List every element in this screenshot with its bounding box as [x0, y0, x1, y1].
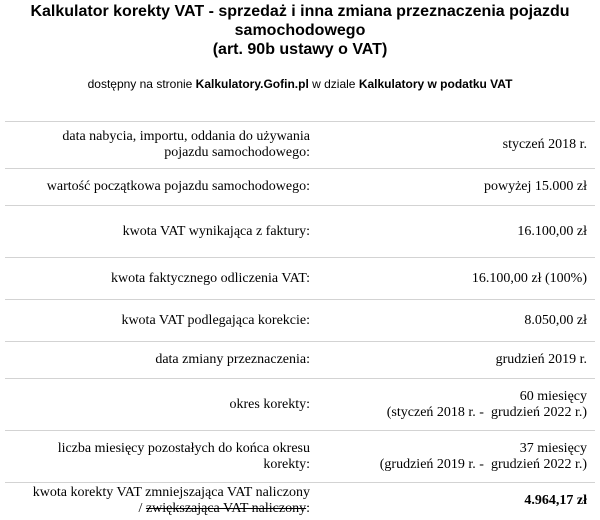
- table-row-actual-deduction: [5, 258, 595, 300]
- title-line-1: Kalkulator korekty VAT - sprzedaż i inna zmiana przeznaczenia pojazdu: [30, 3, 570, 20]
- row-value: grudzień 2019 r.: [317, 342, 595, 379]
- results-table: [5, 121, 595, 520]
- row-value: 16.100,00 zł (100%): [317, 258, 595, 300]
- table-row-remaining-months: [5, 431, 595, 483]
- label-line: korekty:: [263, 456, 310, 472]
- availability-middle: w dziale: [308, 77, 359, 91]
- row-value: 16.100,00 zł: [317, 206, 595, 258]
- row-label: [5, 431, 317, 483]
- label-prefix: /: [138, 501, 146, 517]
- label-line: liczba miesięcy pozostałych do końca okresu: [57, 440, 310, 456]
- row-label: kwota VAT podlegająca korekcie:: [5, 300, 317, 342]
- calculator-title: [18, 0, 582, 59]
- section-name: Kalkulatory w podatku VAT: [358, 77, 513, 91]
- table-row-invoice-vat: [5, 206, 595, 258]
- table-row-initial-value: [5, 169, 595, 206]
- table-row-change-date: [5, 342, 595, 379]
- row-label: kwota VAT wynikająca z faktury:: [5, 206, 317, 258]
- availability-prefix: dostępny na stronie: [87, 77, 196, 91]
- label-line: pojazdu samochodowego:: [164, 145, 310, 160]
- row-value: [317, 379, 595, 431]
- row-label: okres korekty:: [5, 379, 317, 431]
- row-value: styczeń 2018 r.: [317, 122, 595, 169]
- row-label: data zmiany przeznaczenia:: [5, 342, 317, 379]
- table-row-vat-subject-to-correction: [5, 300, 595, 342]
- row-value: 8.050,00 zł: [317, 300, 595, 342]
- label-suffix: :: [306, 501, 310, 517]
- row-value: powyżej 15.000 zł: [317, 169, 595, 206]
- value-line: (grudzień 2019 r. - grudzień 2022 r.): [379, 456, 587, 472]
- title-line-3: (art. 90b ustawy o VAT): [212, 41, 388, 58]
- label-line: kwota korekty VAT zmniejszająca VAT naliczony: [32, 485, 310, 501]
- table-row-correction-amount: [5, 483, 595, 520]
- table-row-correction-period: [5, 379, 595, 431]
- row-label: [5, 122, 317, 169]
- struck-label: zwiększająca VAT naliczony: [145, 501, 307, 517]
- row-value: [317, 431, 595, 483]
- title-line-2: samochodowego: [234, 22, 366, 39]
- label-line: data nabycia, importu, oddania do używania: [62, 129, 310, 144]
- value-line: 37 miesięcy: [519, 440, 587, 456]
- availability-note: [0, 77, 600, 92]
- row-label: kwota faktycznego odliczenia VAT:: [5, 258, 317, 300]
- correction-amount-value: 4.964,17 zł: [317, 483, 595, 520]
- site-name: Kalkulatory.Gofin.pl: [195, 77, 309, 91]
- value-line: 60 miesięcy: [519, 388, 587, 404]
- row-label: wartość początkowa pojazdu samochodowego:: [5, 169, 317, 206]
- label-line: [15, 501, 310, 517]
- row-label: [5, 483, 317, 520]
- value-line: (styczeń 2018 r. - grudzień 2022 r.): [386, 404, 587, 420]
- table-row-acquisition-date: [5, 122, 595, 169]
